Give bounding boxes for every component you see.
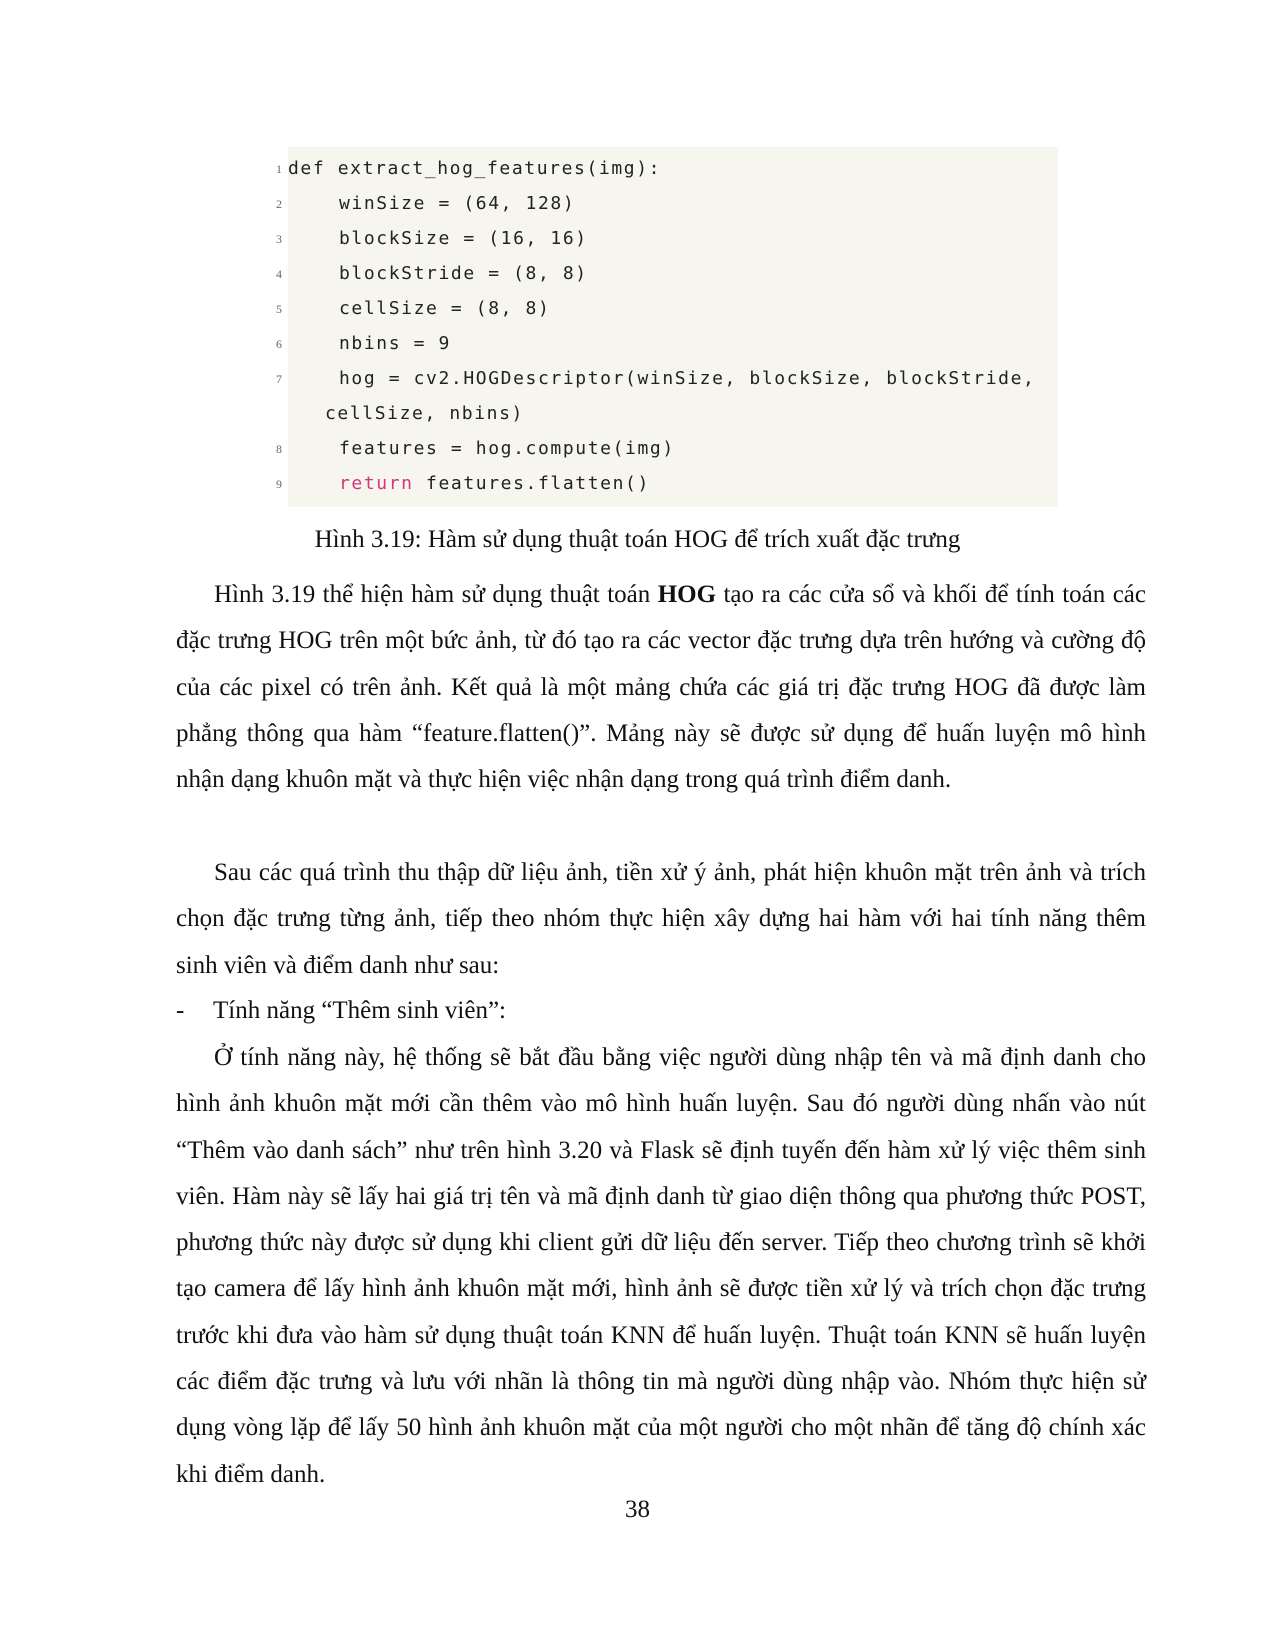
line-number: 9: [276, 477, 282, 491]
paragraph-1-bold: HOG: [657, 581, 717, 608]
paragraph-1-text-start: Hình 3.19 thể hiện hàm sử dụng thuật toán: [214, 581, 658, 608]
code-line-6: nbins = 9: [339, 333, 451, 354]
code-line-5: cellSize = (8, 8): [339, 298, 551, 319]
return-expression: features.flatten(): [413, 473, 650, 494]
code-line-8: features = hog.compute(img): [339, 438, 675, 459]
bullet-dash: -: [176, 997, 185, 1024]
code-line-3: blockSize = (16, 16): [339, 228, 588, 249]
return-keyword: return: [339, 473, 414, 494]
line-number: 7: [276, 372, 282, 386]
bullet-text: Tính năng “Thêm sinh viên”:: [213, 997, 506, 1024]
line-number: 3: [276, 232, 282, 246]
code-line-7-continued: cellSize, nbins): [325, 403, 524, 424]
line-number: 2: [276, 197, 282, 211]
figure-caption: Hình 3.19: Hàm sử dụng thuật toán HOG để trích xuất đặc trưng: [314, 526, 961, 553]
bullet-item: [176, 988, 506, 1034]
page-number: 38: [625, 1496, 650, 1523]
code-line-2: winSize = (64, 128): [339, 193, 576, 214]
paragraph-1: [176, 572, 1146, 803]
line-number: 5: [276, 302, 282, 316]
line-number: 8: [276, 442, 282, 456]
line-number: 6: [276, 337, 282, 351]
line-number: 4: [276, 267, 282, 281]
paragraph-2-text: Sau các quá trình thu thập dữ liệu ảnh, tiền xử ý ảnh, phát hiện khuôn mặt trên ảnh và trích chọn đặc trưng từng ảnh, tiếp theo nhóm thực hiện xây dựng hai hàm với hai tính năng thêm sinh viên và điểm danh như sau:: [176, 859, 1146, 979]
code-line-7: hog = cv2.HOGDescriptor(winSize, blockSize, blockStride,: [339, 368, 1036, 389]
paragraph-3: [176, 1035, 1146, 1498]
line-number: 1: [276, 162, 282, 176]
code-line-1: def extract_hog_features(img):: [288, 158, 662, 179]
code-line-4: blockStride = (8, 8): [339, 263, 588, 284]
paragraph-3-text: Ở tính năng này, hệ thống sẽ bắt đầu bằng việc người dùng nhập tên và mã định danh cho hình ảnh khuôn mặt mới cần thêm vào mô hình huấn luyện. Sau đó người dùng nhấn vào nút “Thêm vào danh sách” như trên hình 3.20 và Flask sẽ định tuyến đến hàm xử lý việc thêm sinh viên. Hàm này sẽ lấy hai giá trị tên và mã định danh từ giao diện thông qua phương thức POST, phương thức này được sử dụng khi client gửi dữ liệu đến server. Tiếp theo chương trình sẽ khởi tạo camera để lấy hình ảnh khuôn mặt mới, hình ảnh sẽ được tiền xử lý và trích chọn đặc trưng trước khi đưa vào hàm sử dụng thuật toán KNN để huấn luyện. Thuật toán KNN sẽ huấn luyện các điểm đặc trưng và lưu với nhãn là thông tin mà người dùng nhập vào. Nhóm thực hiện sử dụng vòng lặp để lấy 50 hình ảnh khuôn mặt của một người cho một nhãn để tăng độ chính xác khi điểm danh.: [176, 1044, 1146, 1488]
code-line-9: [339, 469, 650, 499]
paragraph-2: [176, 850, 1146, 989]
paragraph-1-text-end: tạo ra các cửa sổ và khối để tính toán các đặc trưng HOG trên một bức ảnh, từ đó tạo ra các vector đặc trưng dựa trên hướng và cường độ của các pixel có trên ảnh. Kết quả là một mảng chứa các giá trị đặc trưng HOG đã được làm phẳng thông qua hàm “feature.flatten()”. Mảng này sẽ được sử dụng để huấn luyện mô hình nhận dạng khuôn mặt và thực hiện việc nhận dạng trong quá trình điểm danh.: [176, 581, 1146, 794]
